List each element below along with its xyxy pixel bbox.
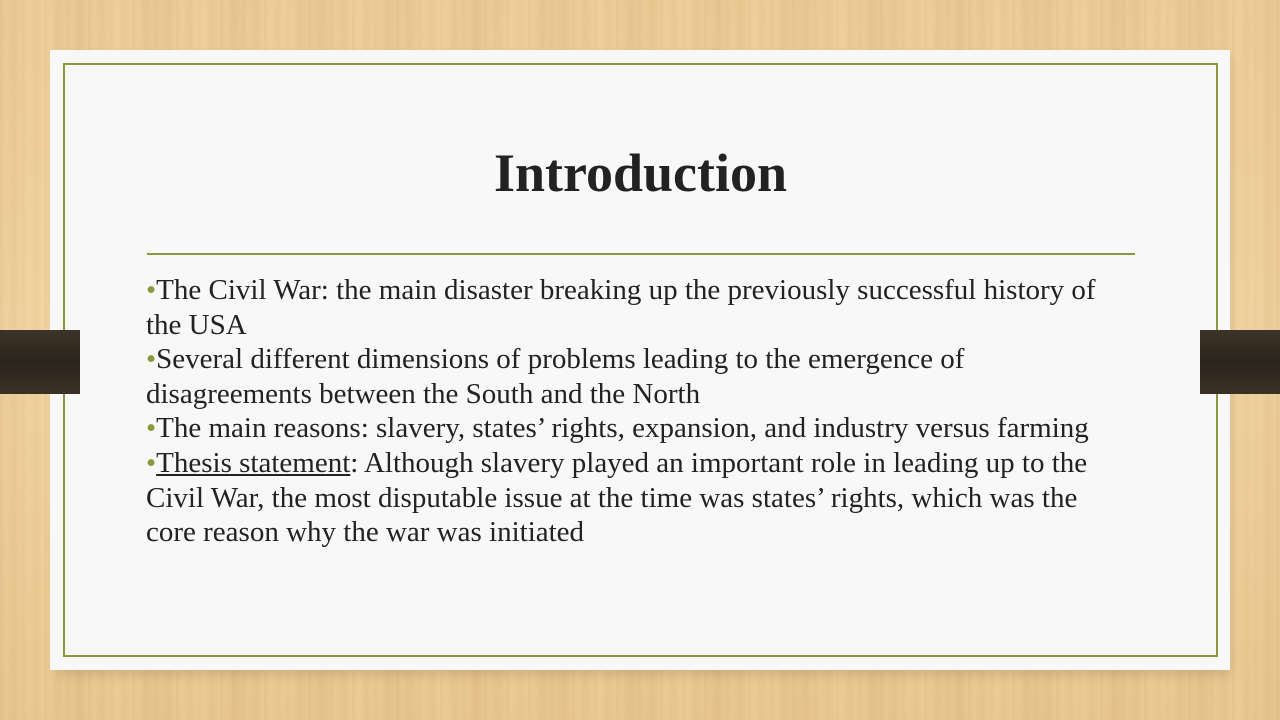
bullet-text: The main reasons: slavery, states’ rights, expansion, and industry versus farming bbox=[156, 412, 1089, 445]
bullet-text: The Civil War: the main disaster breaking up the previously successful history of the USA bbox=[146, 274, 1096, 341]
bullet-marker: • bbox=[146, 274, 157, 306]
bullet-item bbox=[146, 411, 1126, 446]
bullet-marker: • bbox=[146, 343, 157, 376]
left-clip-decoration bbox=[0, 330, 80, 394]
bullet-marker: • bbox=[146, 446, 157, 479]
bullet-text: : Although slavery played an important role in leading up to the Civil War, the most disputable issue at the time was states’ rights, which was the core reason why the war was initiated bbox=[146, 446, 1088, 549]
right-clip-decoration bbox=[1200, 330, 1280, 394]
bullet-item bbox=[146, 273, 1126, 342]
slide-body bbox=[146, 273, 1126, 550]
bullet-item bbox=[146, 342, 1126, 411]
bullet-text: Several different dimensions of problems leading to the emergence of disagreements between the South and the North bbox=[146, 343, 965, 410]
bullet-item-thesis bbox=[146, 446, 1126, 550]
bullet-marker: • bbox=[146, 412, 157, 445]
title-divider bbox=[147, 253, 1135, 255]
slide-title: Introduction bbox=[493, 143, 788, 203]
thesis-label: Thesis statement bbox=[156, 446, 351, 479]
